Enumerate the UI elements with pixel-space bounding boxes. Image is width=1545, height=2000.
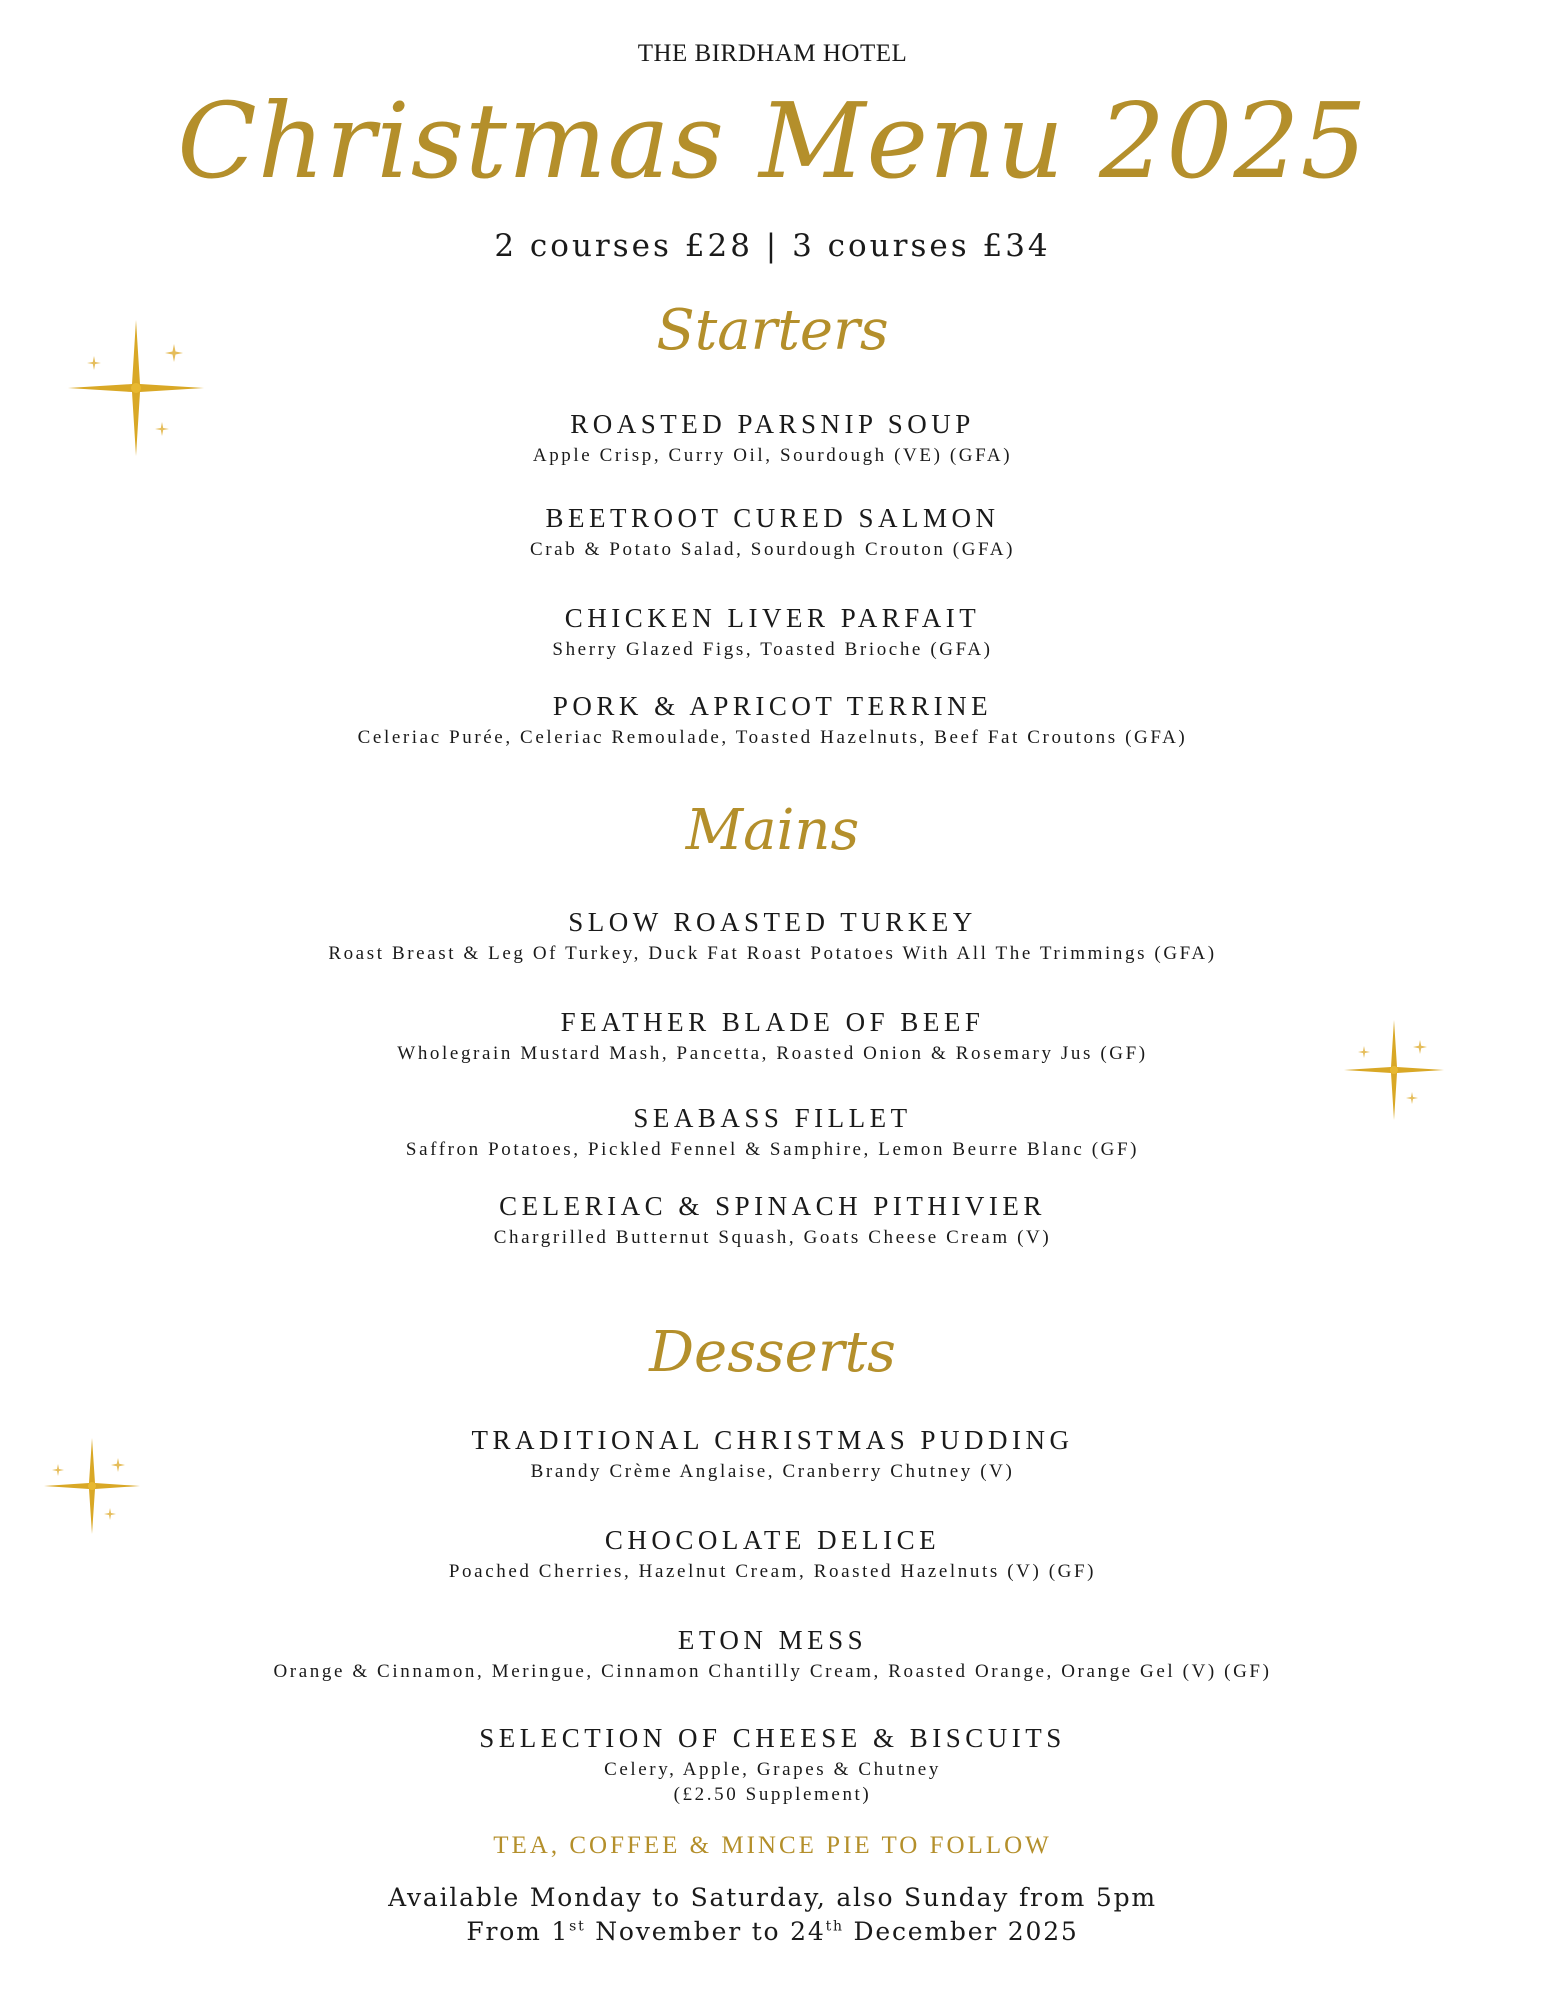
starter-item-name: BEETROOT CURED SALMON bbox=[545, 503, 1000, 533]
dessert-item-name: SELECTION OF CHEESE & BISCUITS bbox=[479, 1723, 1066, 1753]
date-to-suffix: th bbox=[825, 1918, 844, 1935]
starter-item-desc: Celeriac Purée, Celeriac Remoulade, Toasted Hazelnuts, Beef Fat Croutons (GFA) bbox=[357, 727, 1188, 748]
starter-item-desc: Sherry Glazed Figs, Toasted Brioche (GFA) bbox=[552, 639, 993, 660]
sparkle-icon bbox=[66, 318, 206, 458]
date-from-suffix: st bbox=[569, 1918, 586, 1935]
sparkle-icon bbox=[1342, 1018, 1446, 1122]
starter-item-desc: Crab & Potato Salad, Sourdough Crouton (GFA) bbox=[529, 539, 1016, 560]
main-item-desc: Wholegrain Mustard Mash, Pancetta, Roasted Onion & Rosemary Jus (GF) bbox=[397, 1043, 1148, 1064]
date-end: December 2025 bbox=[843, 1917, 1079, 1946]
main-item-desc: Chargrilled Butternut Squash, Goats Cheese Cream (V) bbox=[493, 1227, 1052, 1248]
menu-title: Christmas Menu 2025 bbox=[177, 80, 1368, 202]
starter-item-name: PORK & APRICOT TERRINE bbox=[552, 691, 993, 721]
dessert-item-note: (£2.50 Supplement) bbox=[673, 1784, 872, 1805]
starters-heading: Starters bbox=[656, 298, 889, 363]
hotel-name: THE BIRDHAM HOTEL bbox=[637, 40, 908, 67]
date-middle: November to 24 bbox=[585, 1917, 826, 1946]
dessert-item-name: CHOCOLATE DELICE bbox=[604, 1525, 941, 1555]
date-from-prefix: From 1 bbox=[466, 1917, 570, 1946]
desserts-heading: Desserts bbox=[649, 1320, 896, 1385]
main-item-desc: Saffron Potatoes, Pickled Fennel & Samphire, Lemon Beurre Blanc (GF) bbox=[405, 1139, 1140, 1160]
starter-item-desc: Apple Crisp, Curry Oil, Sourdough (VE) (GFA) bbox=[532, 445, 1013, 466]
main-item-desc: Roast Breast & Leg Of Turkey, Duck Fat Roast Potatoes With All The Trimmings (GFA) bbox=[328, 943, 1217, 964]
main-item-name: SEABASS FILLET bbox=[633, 1103, 912, 1133]
dessert-item-desc: Celery, Apple, Grapes & Chutney bbox=[604, 1759, 941, 1780]
date-range-text bbox=[0, 1914, 1545, 1949]
starter-item-name: ROASTED PARSNIP SOUP bbox=[570, 409, 975, 439]
availability-text: Available Monday to Saturday, also Sunday from 5pm bbox=[388, 1883, 1157, 1912]
sparkle-icon bbox=[42, 1436, 142, 1536]
dessert-item-desc: Brandy Crème Anglaise, Cranberry Chutney (V) bbox=[530, 1461, 1015, 1482]
dessert-item-desc: Poached Cherries, Hazelnut Cream, Roasted Hazelnuts (V) (GF) bbox=[448, 1561, 1097, 1582]
course-prices: 2 courses £28 | 3 courses £34 bbox=[494, 228, 1051, 264]
main-item-name: SLOW ROASTED TURKEY bbox=[568, 907, 977, 937]
follow-note: TEA, COFFEE & MINCE PIE TO FOLLOW bbox=[493, 1832, 1052, 1859]
main-item-name: FEATHER BLADE OF BEEF bbox=[560, 1007, 985, 1037]
dessert-item-name: TRADITIONAL CHRISTMAS PUDDING bbox=[471, 1425, 1074, 1455]
mains-heading: Mains bbox=[685, 798, 860, 863]
main-item-name: CELERIAC & SPINACH PITHIVIER bbox=[499, 1191, 1046, 1221]
dessert-item-desc: Orange & Cinnamon, Meringue, Cinnamon Chantilly Cream, Roasted Orange, Orange Gel (V) (GF) bbox=[273, 1661, 1272, 1682]
dessert-item-name: ETON MESS bbox=[677, 1625, 868, 1655]
starter-item-name: CHICKEN LIVER PARFAIT bbox=[564, 603, 981, 633]
